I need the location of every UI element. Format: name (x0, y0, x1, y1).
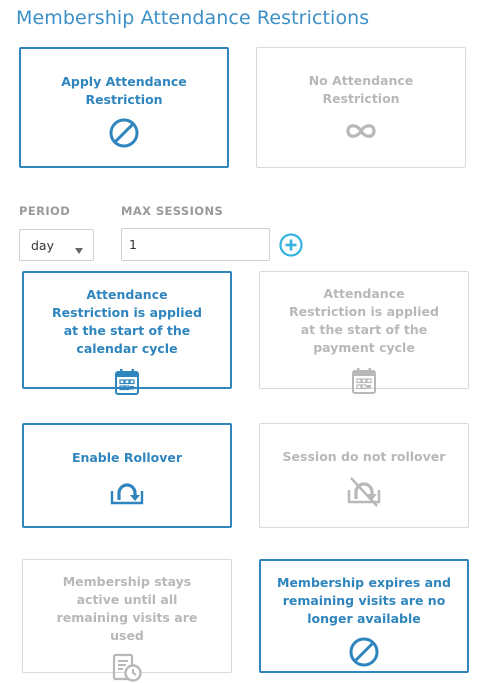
calendar-cycle-card[interactable] (22, 271, 232, 389)
stays-active-label: Membership stays active until all remaining visits are used (56, 574, 198, 643)
page-title: Membership Attendance Restrictions (16, 7, 370, 29)
infinity-icon (344, 120, 378, 142)
caret-down-icon (75, 242, 83, 257)
period-label: PERIOD (19, 204, 71, 218)
document-clock-icon (111, 653, 143, 683)
max-sessions-input[interactable] (121, 228, 270, 261)
calendar-cycle-label: Attendance Restriction is applied at the start of the calendar cycle (52, 287, 202, 356)
calendar-icon (351, 367, 377, 395)
payment-cycle-label: Attendance Restriction is applied at the start of the payment cycle (289, 286, 439, 355)
no-rollover-card[interactable] (259, 423, 469, 528)
ban-icon (348, 636, 380, 668)
no-restriction-label: No Attendance Restriction (308, 73, 414, 106)
add-circle-icon[interactable] (279, 233, 303, 261)
max-sessions-label: MAX SESSIONS (121, 204, 224, 218)
no-rollover-label: Session do not rollover (282, 449, 446, 464)
rollover-icon (109, 481, 145, 505)
enable-rollover-label: Enable Rollover (71, 450, 183, 465)
ban-icon (108, 117, 140, 149)
payment-cycle-card[interactable] (259, 271, 469, 389)
calendar-icon (114, 368, 140, 396)
period-value: day (31, 237, 54, 253)
no-restriction-card[interactable] (256, 47, 466, 168)
period-select[interactable] (19, 229, 94, 261)
stays-active-card[interactable] (22, 559, 232, 673)
apply-restriction-label: Apply Attendance Restriction (61, 74, 187, 107)
expires-card[interactable] (259, 559, 469, 673)
enable-rollover-card[interactable] (22, 423, 232, 528)
expires-label: Membership expires and remaining visits are no longer available (277, 575, 451, 626)
no-rollover-icon (346, 476, 382, 508)
apply-restriction-card[interactable] (19, 47, 229, 168)
